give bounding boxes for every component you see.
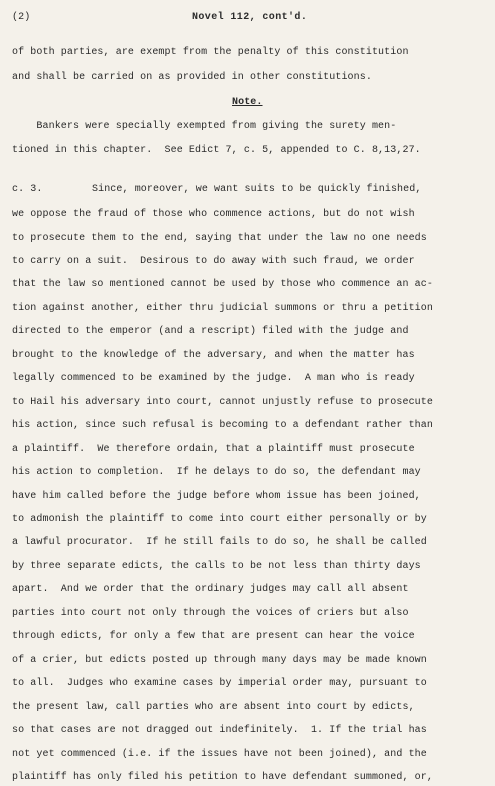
section-line-15: a lawful procurator. If he still fails to do so, he shall be called xyxy=(12,537,427,549)
section-line-2: to prosecute them to the end, saying that under the law no one needs xyxy=(12,232,427,244)
section-line-13: have him called before the judge before whom issue has been joined, xyxy=(12,490,421,502)
section-line-10: his action, since such refusal is becoming to a defendant rather than xyxy=(12,420,433,432)
section-line-16: by three separate edicts, the calls to be not less than thirty days xyxy=(12,560,421,572)
section-line-19: through edicts, for only a few that are present can hear the voice xyxy=(12,631,415,643)
section-line-11: a plaintiff. We therefore ordain, that a plaintiff must prosecute xyxy=(12,443,415,455)
section-line-21: to all. Judges who examine cases by imperial order may, pursuant to xyxy=(12,678,427,690)
carryover-line-2: and shall be carried on as provided in other constitutions. xyxy=(12,72,372,83)
section-line-4: that the law so mentioned cannot be used by those who commence an ac- xyxy=(12,279,433,291)
section-label: c. 3. xyxy=(12,184,43,195)
section-line-3: to carry on a suit. Desirous to do away with such fraud, we order xyxy=(12,255,415,267)
section-line-20: of a crier, but edicts posted up through many days may be made known xyxy=(12,654,427,666)
page-number: (2) xyxy=(12,12,31,23)
section-first-line: Since, moreover, we want suits to be quickly finished, xyxy=(92,184,422,195)
section-line-5: tion against another, either thru judicial summons or thru a petition xyxy=(12,302,433,314)
note-line-1: Bankers were specially exempted from giving the surety men- xyxy=(12,121,397,132)
section-line-8: legally commenced to be examined by the judge. A man who is ready xyxy=(12,373,415,385)
section-line-25: plaintiff has only filed his petition to have defendant summoned, or, xyxy=(12,772,433,783)
section-line-18: parties into court not only through the voices of criers but also xyxy=(12,607,409,619)
section-line-14: to admonish the plaintiff to come into court either personally or by xyxy=(12,514,427,525)
section-line-1: we oppose the fraud of those who commence actions, but do not wish xyxy=(12,209,415,220)
section-line-22: the present law, call parties who are absent into court by edicts, xyxy=(12,701,415,713)
section-line-6: directed to the emperor (and a rescript) filed with the judge and xyxy=(12,326,409,338)
section-line-9: to Hail his adversary into court, cannot unjustly refuse to prosecute xyxy=(12,396,433,408)
section-line-23: so that cases are not dragged out indefinitely. 1. If the trial has xyxy=(12,725,427,737)
note-line-2: tioned in this chapter. See Edict 7, c. 5, appended to C. 8,13,27. xyxy=(12,145,421,156)
section-line-7: brought to the knowledge of the adversary, and when the matter has xyxy=(12,349,415,361)
page-header-title: Novel 112, cont'd. xyxy=(192,12,308,23)
section-line-17: apart. And we order that the ordinary judges may call all absent xyxy=(12,584,409,596)
note-heading: Note. xyxy=(232,97,263,108)
carryover-line-1: of both parties, are exempt from the penalty of this constitution xyxy=(12,47,409,58)
section-line-12: his action to completion. If he delays to do so, the defendant may xyxy=(12,467,421,478)
section-line-24: not yet commenced (i.e. if the issues have not been joined), and the xyxy=(12,748,427,760)
